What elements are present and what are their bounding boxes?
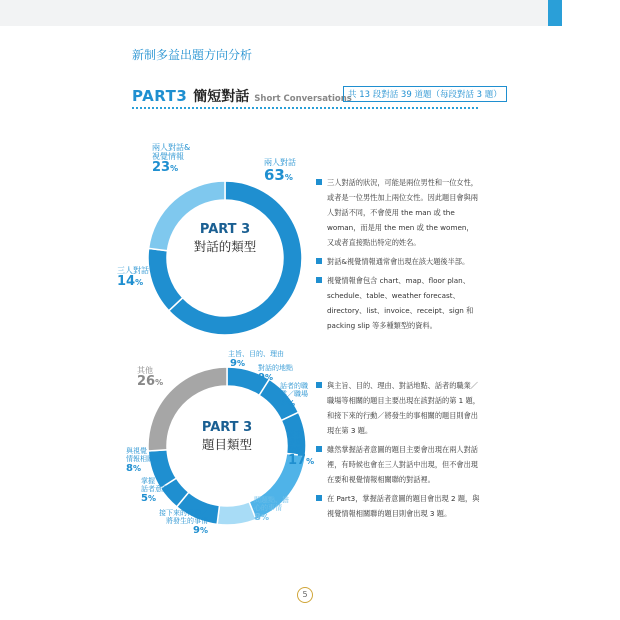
bullet-square-icon — [316, 382, 322, 388]
conversation-type-donut — [147, 180, 303, 336]
label-text: 情報相關聯 — [126, 455, 161, 464]
bullet-text: 在 Part3，掌握話者意圖的題目會出現 2 題，與視覺情報相關聯的題目則會出現 3 題。 — [327, 494, 480, 518]
label-percent: 9% — [280, 398, 295, 410]
label-text: 其他 — [137, 366, 153, 375]
label-percent: 14% — [117, 274, 144, 290]
label-text: 勸誘 — [288, 446, 302, 455]
chart2-label-other — [137, 366, 163, 390]
label-text: 話者意圖 — [141, 485, 169, 494]
question-count-box: 共 13 段對話 39 道題（每段對話 3 題） — [343, 86, 507, 102]
part-label: PART3 — [132, 87, 188, 105]
part-heading — [132, 86, 352, 106]
part-title-zh: 簡短對話 — [193, 89, 250, 105]
chart2-label-request — [288, 430, 314, 469]
donut-slice — [217, 502, 256, 525]
label-text: 兩人對話& — [152, 143, 191, 152]
bullet-text: 三人對話的狀況，可能是兩位男性和一位女性，或者是一位男性加上兩位女性。因此題目會與兩人對話不同，不會使用 the man 或 the woman，而是用 the men 或 the women，又或者直接點出特定的姓名。 — [327, 178, 478, 247]
bullet-item — [316, 491, 480, 521]
bullet-text: 視覺情報會包含 chart、map、floor plan、schedule、table、weather forecast、directory、list、invoice、receipt、sign 和 packing slip 等多種類型的資料。 — [327, 276, 474, 330]
bullet-text: 雖然掌握話者意圖的題目主要會出現在兩人對話裡，有時候也會在三人對話中出現，但不會出現在要和視覺情報相關聯的對話裡。 — [327, 445, 478, 484]
label-text: 話者的職 — [280, 382, 308, 390]
chart2-label-visual — [126, 447, 161, 475]
label-text: 對話的地點 — [258, 364, 293, 372]
chart1-label-two-person — [264, 158, 296, 184]
part-title-en: Short Conversations — [254, 94, 352, 104]
label-percent: 63% — [264, 166, 293, 185]
page-number: 5 — [297, 587, 313, 603]
bullet-text: 與主旨、目的、理由、對話地點、話者的職業／職場等相關的題目主要出現在該對話的第 1 題，和接下來的行動／將發生的事相關的題目則會出現在第 3 題。 — [327, 381, 480, 435]
chart2-label-problem — [254, 496, 289, 524]
label-percent: 17% — [288, 453, 315, 469]
bullet-text: 對話&視覺情報通常會出現在該大題後半部。 — [327, 257, 470, 266]
label-text: 與視覺 — [126, 447, 147, 455]
chart1-label-three-person — [117, 266, 149, 290]
section-title: 新制多益出題方向分析 — [132, 48, 253, 62]
label-text: 視覺情報 — [152, 152, 184, 162]
chart2-label-location — [258, 364, 293, 384]
label-text: 將發生的事情 — [166, 517, 208, 526]
bullet-item — [316, 175, 480, 250]
top-bar-accent — [548, 0, 562, 26]
dotted-divider — [132, 107, 478, 109]
chart2-center — [172, 420, 282, 453]
label-text: 三人對話 — [117, 266, 149, 275]
chart1-center — [170, 222, 280, 255]
label-text: 業／職場 — [280, 390, 308, 399]
label-percent: 8% — [126, 463, 141, 475]
chart1-label-two-person-visual — [152, 143, 190, 176]
label-percent: 8% — [254, 512, 269, 524]
label-text: 問題點、擔 — [254, 496, 289, 504]
bullet-list-2 — [316, 378, 480, 525]
bullet-square-icon — [316, 277, 322, 283]
chart2-label-next-action — [158, 509, 208, 537]
label-text: 要求、 — [288, 430, 309, 438]
chart2-center-title: PART 3 — [201, 420, 253, 435]
bullet-square-icon — [316, 179, 322, 185]
bullet-item — [316, 273, 480, 333]
label-text: 接下來的行動／ — [159, 509, 208, 517]
chart2-label-intent — [141, 477, 169, 505]
label-percent: 5% — [141, 493, 156, 505]
chart1-center-subtitle: 對話的類型 — [193, 239, 257, 254]
label-percent: 9% — [193, 525, 208, 537]
chart2-label-occupation — [280, 382, 308, 410]
label-text: 兩人對話 — [264, 158, 296, 167]
label-text: 主旨、目的、理由 — [228, 350, 284, 358]
label-text: 掌握 — [141, 477, 155, 485]
bullet-item — [316, 442, 480, 487]
label-percent: 9% — [258, 372, 273, 384]
bullet-square-icon — [316, 495, 322, 501]
label-percent: 23% — [152, 160, 179, 176]
chart2-center-subtitle: 題目類型 — [201, 437, 252, 452]
label-text: 心的事情 — [254, 504, 282, 513]
bullet-square-icon — [316, 446, 322, 452]
top-bar — [0, 0, 555, 26]
label-percent: 26% — [137, 374, 164, 390]
bullet-square-icon — [316, 258, 322, 264]
bullet-item — [316, 254, 480, 269]
label-percent: 9% — [230, 358, 245, 370]
label-text: 提議、 — [288, 438, 309, 447]
donut-slice — [148, 248, 183, 310]
bullet-list-1 — [316, 175, 480, 337]
bullet-item — [316, 378, 480, 438]
chart1-center-title: PART 3 — [199, 222, 251, 237]
